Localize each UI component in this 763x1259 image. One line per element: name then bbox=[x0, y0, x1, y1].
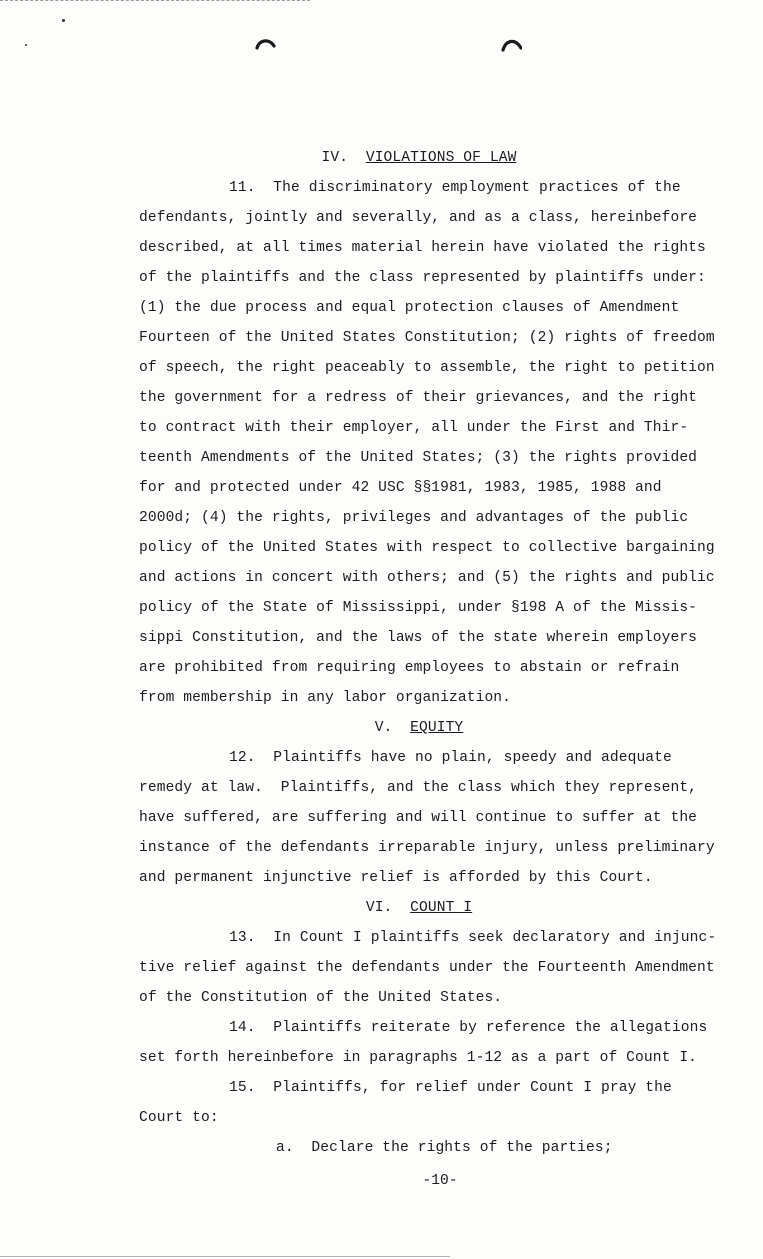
document-body bbox=[139, 143, 739, 1163]
relief-item bbox=[139, 1133, 739, 1163]
scan-speck bbox=[25, 44, 27, 46]
numbered-paragraph bbox=[139, 173, 739, 713]
text-line: for and protected under 42 USC §§1981, 1983, 1985, 1988 and bbox=[139, 480, 662, 496]
text-line: a. Declare the rights of the parties; bbox=[276, 1140, 613, 1156]
section-heading bbox=[139, 143, 699, 173]
text-line: Fourteen of the United States Constitution; (2) rights of freedom bbox=[139, 330, 715, 346]
text-line: tive relief against the defendants under the Fourteenth Amendment bbox=[139, 960, 715, 976]
binder-hole-mark-left bbox=[254, 36, 276, 58]
text-line: of speech, the right peaceably to assemble, the right to petition bbox=[139, 360, 715, 376]
text-line: and actions in concert with others; and (5) the rights and public bbox=[139, 570, 715, 586]
section-heading bbox=[139, 893, 699, 923]
text-line: described, at all times material herein have violated the rights bbox=[139, 240, 706, 256]
text-line: from membership in any labor organization. bbox=[139, 690, 512, 706]
text-line: the government for a redress of their grievances, and the right bbox=[139, 390, 698, 406]
text-line: policy of the State of Mississippi, under §198 A of the Missis- bbox=[139, 600, 698, 616]
binder-hole-mark-right bbox=[500, 36, 522, 58]
text-line: 13. In Count I plaintiffs seek declaratory and injunc- bbox=[229, 930, 717, 946]
top-edge-dashes bbox=[0, 0, 310, 1]
bottom-edge-rule bbox=[0, 1256, 450, 1257]
text-line: Court to: bbox=[139, 1110, 219, 1126]
text-line: (1) the due process and equal protection clauses of Amendment bbox=[139, 300, 680, 316]
section-number: IV. bbox=[321, 150, 349, 166]
text-line: are prohibited from requiring employees to abstain or refrain bbox=[139, 660, 680, 676]
text-line: teenth Amendments of the United States; (3) the rights provided bbox=[139, 450, 698, 466]
numbered-paragraph bbox=[139, 743, 739, 893]
section-number: VI. bbox=[365, 900, 393, 916]
text-line: of the plaintiffs and the class represented by plaintiffs under: bbox=[139, 270, 706, 286]
text-line: policy of the United States with respect to collective bargaining bbox=[139, 540, 715, 556]
text-line: 14. Plaintiffs reiterate by reference the allegations bbox=[229, 1020, 708, 1036]
text-line: remedy at law. Plaintiffs, and the class which they represent, bbox=[139, 780, 698, 796]
text-line: 2000d; (4) the rights, privileges and advantages of the public bbox=[139, 510, 689, 526]
section-title: EQUITY bbox=[410, 720, 464, 736]
text-line: 15. Plaintiffs, for relief under Count I pray the bbox=[229, 1080, 672, 1096]
text-line: instance of the defendants irreparable injury, unless preliminary bbox=[139, 840, 715, 856]
text-line: sippi Constitution, and the laws of the state wherein employers bbox=[139, 630, 698, 646]
text-line: 11. The discriminatory employment practices of the bbox=[229, 180, 681, 196]
text-line: defendants, jointly and severally, and as a class, hereinbefore bbox=[139, 210, 698, 226]
section-title: COUNT I bbox=[410, 900, 473, 916]
text-line: and permanent injunctive relief is afforded by this Court. bbox=[139, 870, 653, 886]
text-line: of the Constitution of the United States. bbox=[139, 990, 503, 1006]
text-line: set forth hereinbefore in paragraphs 1-12 as a part of Count I. bbox=[139, 1050, 698, 1066]
text-line: have suffered, are suffering and will continue to suffer at the bbox=[139, 810, 698, 826]
page-number: -10- bbox=[422, 1173, 458, 1189]
scan-speck bbox=[62, 19, 65, 22]
numbered-paragraph bbox=[139, 1073, 739, 1133]
section-heading bbox=[139, 713, 699, 743]
numbered-paragraph bbox=[139, 923, 739, 1013]
section-title: VIOLATIONS OF LAW bbox=[365, 150, 517, 166]
text-line: 12. Plaintiffs have no plain, speedy and adequate bbox=[229, 750, 672, 766]
text-line: to contract with their employer, all under the First and Thir- bbox=[139, 420, 689, 436]
section-number: V. bbox=[374, 720, 393, 736]
numbered-paragraph bbox=[139, 1013, 739, 1073]
